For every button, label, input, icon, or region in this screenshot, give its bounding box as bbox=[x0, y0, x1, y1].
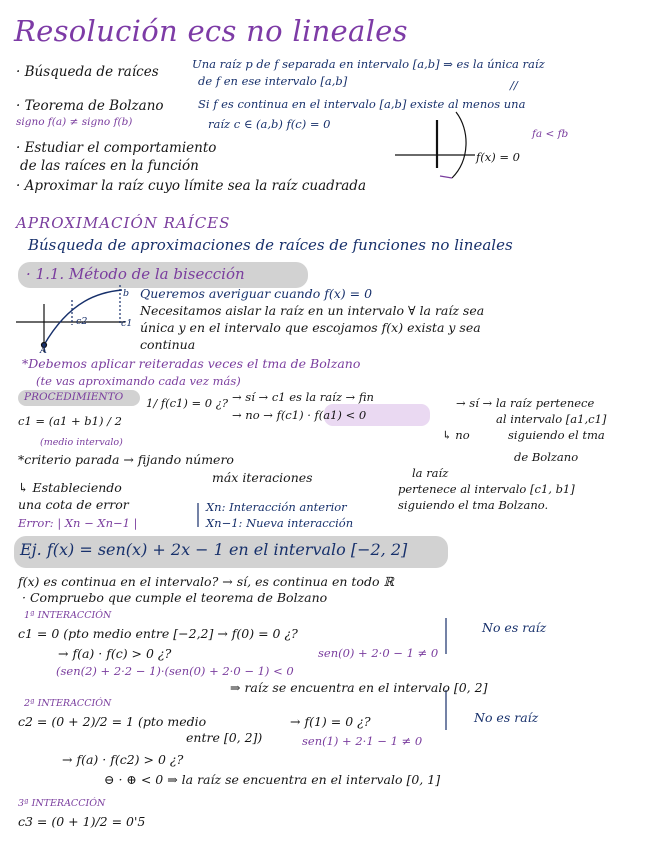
section-heading: APROXIMACIÓN RAÍCES bbox=[16, 214, 231, 232]
busqueda-desc-2: de f en ese intervalo [a,b] bbox=[198, 74, 348, 88]
la-raiz-3: siguiendo el tma Bolzano. bbox=[398, 498, 549, 512]
iter2-line1: c2 = (0 + 2)/2 = 1 (pto medio bbox=[18, 714, 207, 729]
bisection-graph bbox=[16, 285, 125, 352]
estudiar-2: de las raíces en la función bbox=[20, 158, 199, 174]
xn-def: Xn: Interacción anterior bbox=[206, 500, 347, 514]
iter1-no-raiz: No es raíz bbox=[482, 620, 547, 635]
la-raiz-2: pertenece al intervalo [c1, b1] bbox=[398, 482, 575, 496]
iter3-line1: c3 = (0 + 1)/2 = 0'5 bbox=[18, 814, 146, 829]
iter1-line4: ⇒ raíz se encuentra en el intervalo [0, 2] bbox=[230, 680, 488, 695]
procedimiento-label: PROCEDIMIENTO bbox=[24, 391, 124, 403]
iter2-label: 2ª INTERACCIÓN bbox=[24, 698, 112, 709]
busqueda-label: · Búsqueda de raíces bbox=[16, 64, 159, 80]
example-heading: Ej. f(x) = sen(x) + 2x − 1 en el intervalo [−2, 2] bbox=[20, 540, 408, 559]
step1: 1/ f(c1) = 0 ¿? bbox=[146, 396, 229, 410]
iter2-f: → f(1) = 0 ¿? bbox=[290, 714, 371, 729]
section-subheading: Búsqueda de aproximaciones de raíces de funciones no lineales bbox=[28, 236, 513, 254]
graph-c1: c1 bbox=[121, 318, 133, 329]
debemos-1: *Debemos aplicar reiteradas veces el tma de Bolzano bbox=[22, 356, 361, 371]
max-iter: máx iteraciones bbox=[212, 470, 313, 485]
bolzano-cond: signo f(a) ≠ signo f(b) bbox=[16, 116, 133, 128]
busqueda-desc-1: Una raíz p de f separada en intervalo [a,b] ⇒ es la única raíz bbox=[192, 57, 545, 71]
iter2-check: sen(1) + 2·1 − 1 ≠ 0 bbox=[302, 734, 423, 748]
bolzano-desc-1: Si f es continua en el intervalo [a,b] existe al menos una bbox=[198, 97, 526, 111]
compruebo: · Compruebo que cumple el teorema de Bolzano bbox=[22, 590, 328, 605]
bolzano-desc-2: raíz c ∈ (a,b) f(c) = 0 bbox=[208, 117, 331, 131]
iter1-line2: → f(a) · f(c) > 0 ¿? bbox=[58, 646, 172, 661]
brace bbox=[198, 503, 446, 730]
iter2-line1b: entre [0, 2]) bbox=[186, 730, 263, 745]
error-label: Error: | Xn − Xn−1 | bbox=[18, 516, 138, 530]
iter3-label: 3ª INTERACCIÓN bbox=[18, 798, 106, 809]
estudiar-1: · Estudiar el comportamiento bbox=[16, 140, 217, 156]
graph-c2: c2 bbox=[76, 316, 88, 327]
necesitamos-3: continua bbox=[140, 337, 196, 352]
estableciendo-2: una cota de error bbox=[18, 497, 129, 512]
graph-b: b bbox=[123, 288, 130, 299]
iter2-no-raiz: No es raíz bbox=[474, 710, 539, 725]
iter1-label: 1ª INTERACCIÓN bbox=[24, 610, 112, 621]
no-result: ↳ no bbox=[442, 428, 470, 442]
si-result-3: siguiendo el tma bbox=[508, 428, 605, 442]
c1-formula: c1 = (a1 + b1) / 2 bbox=[18, 414, 122, 428]
si-result: → sí → la raíz pertenece bbox=[456, 396, 595, 410]
estableciendo-1: ↳ Estableciendo bbox=[18, 480, 122, 495]
aproximar: · Aproximar la raíz cuyo límite sea la raíz cuadrada bbox=[16, 178, 366, 194]
graph-a: A bbox=[40, 345, 47, 356]
necesitamos-1: Necesitamos aislar la raíz en un intervalo ∀ la raíz sea bbox=[140, 303, 485, 318]
debemos-2: (te vas aproximando cada vez más) bbox=[36, 374, 241, 388]
bolzano-graph bbox=[395, 112, 475, 178]
page-title: Resolución ecs no lineales bbox=[14, 14, 408, 48]
xn1-def: Xn−1: Nueva interacción bbox=[206, 516, 354, 530]
graph-label-fx: f(x) = 0 bbox=[476, 150, 520, 164]
iter1-check: sen(0) + 2·0 − 1 ≠ 0 bbox=[318, 646, 439, 660]
iter1-line3: (sen(2) + 2·2 − 1)·(sen(0) + 2·0 − 1) < 0 bbox=[56, 664, 294, 678]
punto-medio: (medio intervalo) bbox=[40, 437, 123, 448]
si-branch: → sí → c1 es la raíz → fin bbox=[232, 390, 374, 404]
bolzano-label: · Teorema de Bolzano bbox=[16, 98, 164, 114]
graph-label-fa-fb: fa < fb bbox=[532, 128, 569, 140]
necesitamos-2: única y en el intervalo que escojamos f(x) exista y sea bbox=[140, 320, 481, 335]
queremos: Queremos averiguar cuando f(x) = 0 bbox=[140, 286, 373, 301]
si-result-4: de Bolzano bbox=[514, 450, 579, 464]
iter2-line3: ⊖ · ⊕ < 0 ⇒ la raíz se encuentra en el intervalo [0, 1] bbox=[104, 772, 441, 787]
iter1-line1: c1 = 0 (pto medio entre [−2,2] → f(0) = 0 ¿? bbox=[18, 626, 298, 641]
continua: f(x) es continua en el intervalo? → sí, es continua en todo ℝ bbox=[18, 574, 394, 589]
la-raiz-1: la raíz bbox=[412, 466, 449, 480]
no-branch: → no → f(c1) · f(a1) < 0 bbox=[232, 408, 367, 422]
si-result-2: al intervalo [a1,c1] bbox=[496, 412, 607, 426]
criterio: *criterio parada → fijando número bbox=[18, 452, 234, 467]
iter2-line2: → f(a) · f(c2) > 0 ¿? bbox=[62, 752, 184, 767]
method-title: · 1.1. Método de la bisección bbox=[26, 265, 245, 283]
double-bar: // bbox=[510, 78, 518, 92]
